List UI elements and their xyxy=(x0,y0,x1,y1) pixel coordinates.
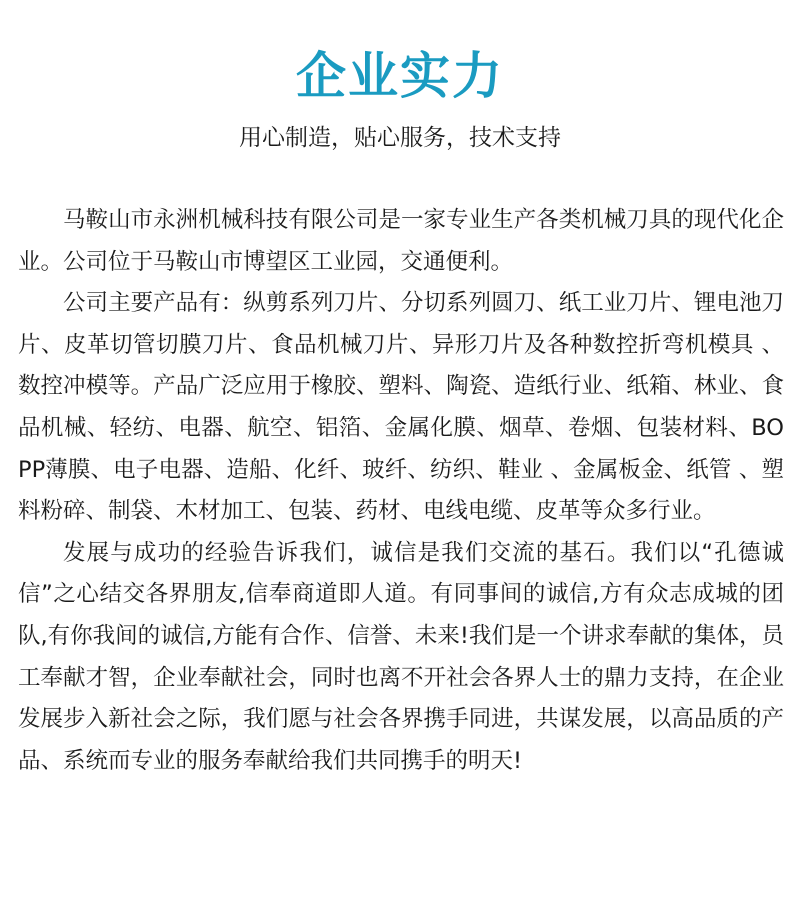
paragraph-intro: 马鞍山市永洲机械科技有限公司是一家专业生产各类机械刀具的现代化企业。公司位于马鞍山市博望区工业园，交通便利。 xyxy=(18,207,784,275)
paragraph-products: 公司主要产品有：纵剪系列刀片、分切系列圆刀、纸工业刀片、锂电池刀片、皮革切管切膜刀片、食品机械刀片、异形刀片及各种数控折弯机模具 、数控冲模等。产品广泛应用于橡胶、塑料、陶瓷、造纸行业、纸箱、林业、食品机械、轻纺、电器、航空、铝箔、金属化膜、烟草、卷烟、包装材料、BOPP薄膜、电子电器、造船、化纤、玻纤、纺织、鞋业 、金属板金、纸管 、塑料粉碎、制袋、木材加工、包装、药材、电线电缆、皮革等众多行业。 xyxy=(18,290,784,525)
paragraph-philosophy: 发展与成功的经验告诉我们，诚信是我们交流的基石。我们以“孔德诚信”之心结交各界朋友,信奉商道即人道。有同事间的诚信,方有众志成城的团队,有你我间的诚信,方能有合作、信誉、未来!我们是一个讲求奉献的集体，员工奉献才智，企业奉献社会，同时也离不开社会各界人士的鼎力支持，在企业发展步入新社会之际，我们愿与社会各界携手同进，共谋发展，以高品质的产品、系统而专业的服务奉献给我们共同携手的明天! xyxy=(18,539,784,774)
company-description xyxy=(18,200,784,782)
page-title: 企业实力 xyxy=(296,47,504,105)
page-subtitle: 用心制造，贴心服务，技术支持 xyxy=(239,125,561,151)
